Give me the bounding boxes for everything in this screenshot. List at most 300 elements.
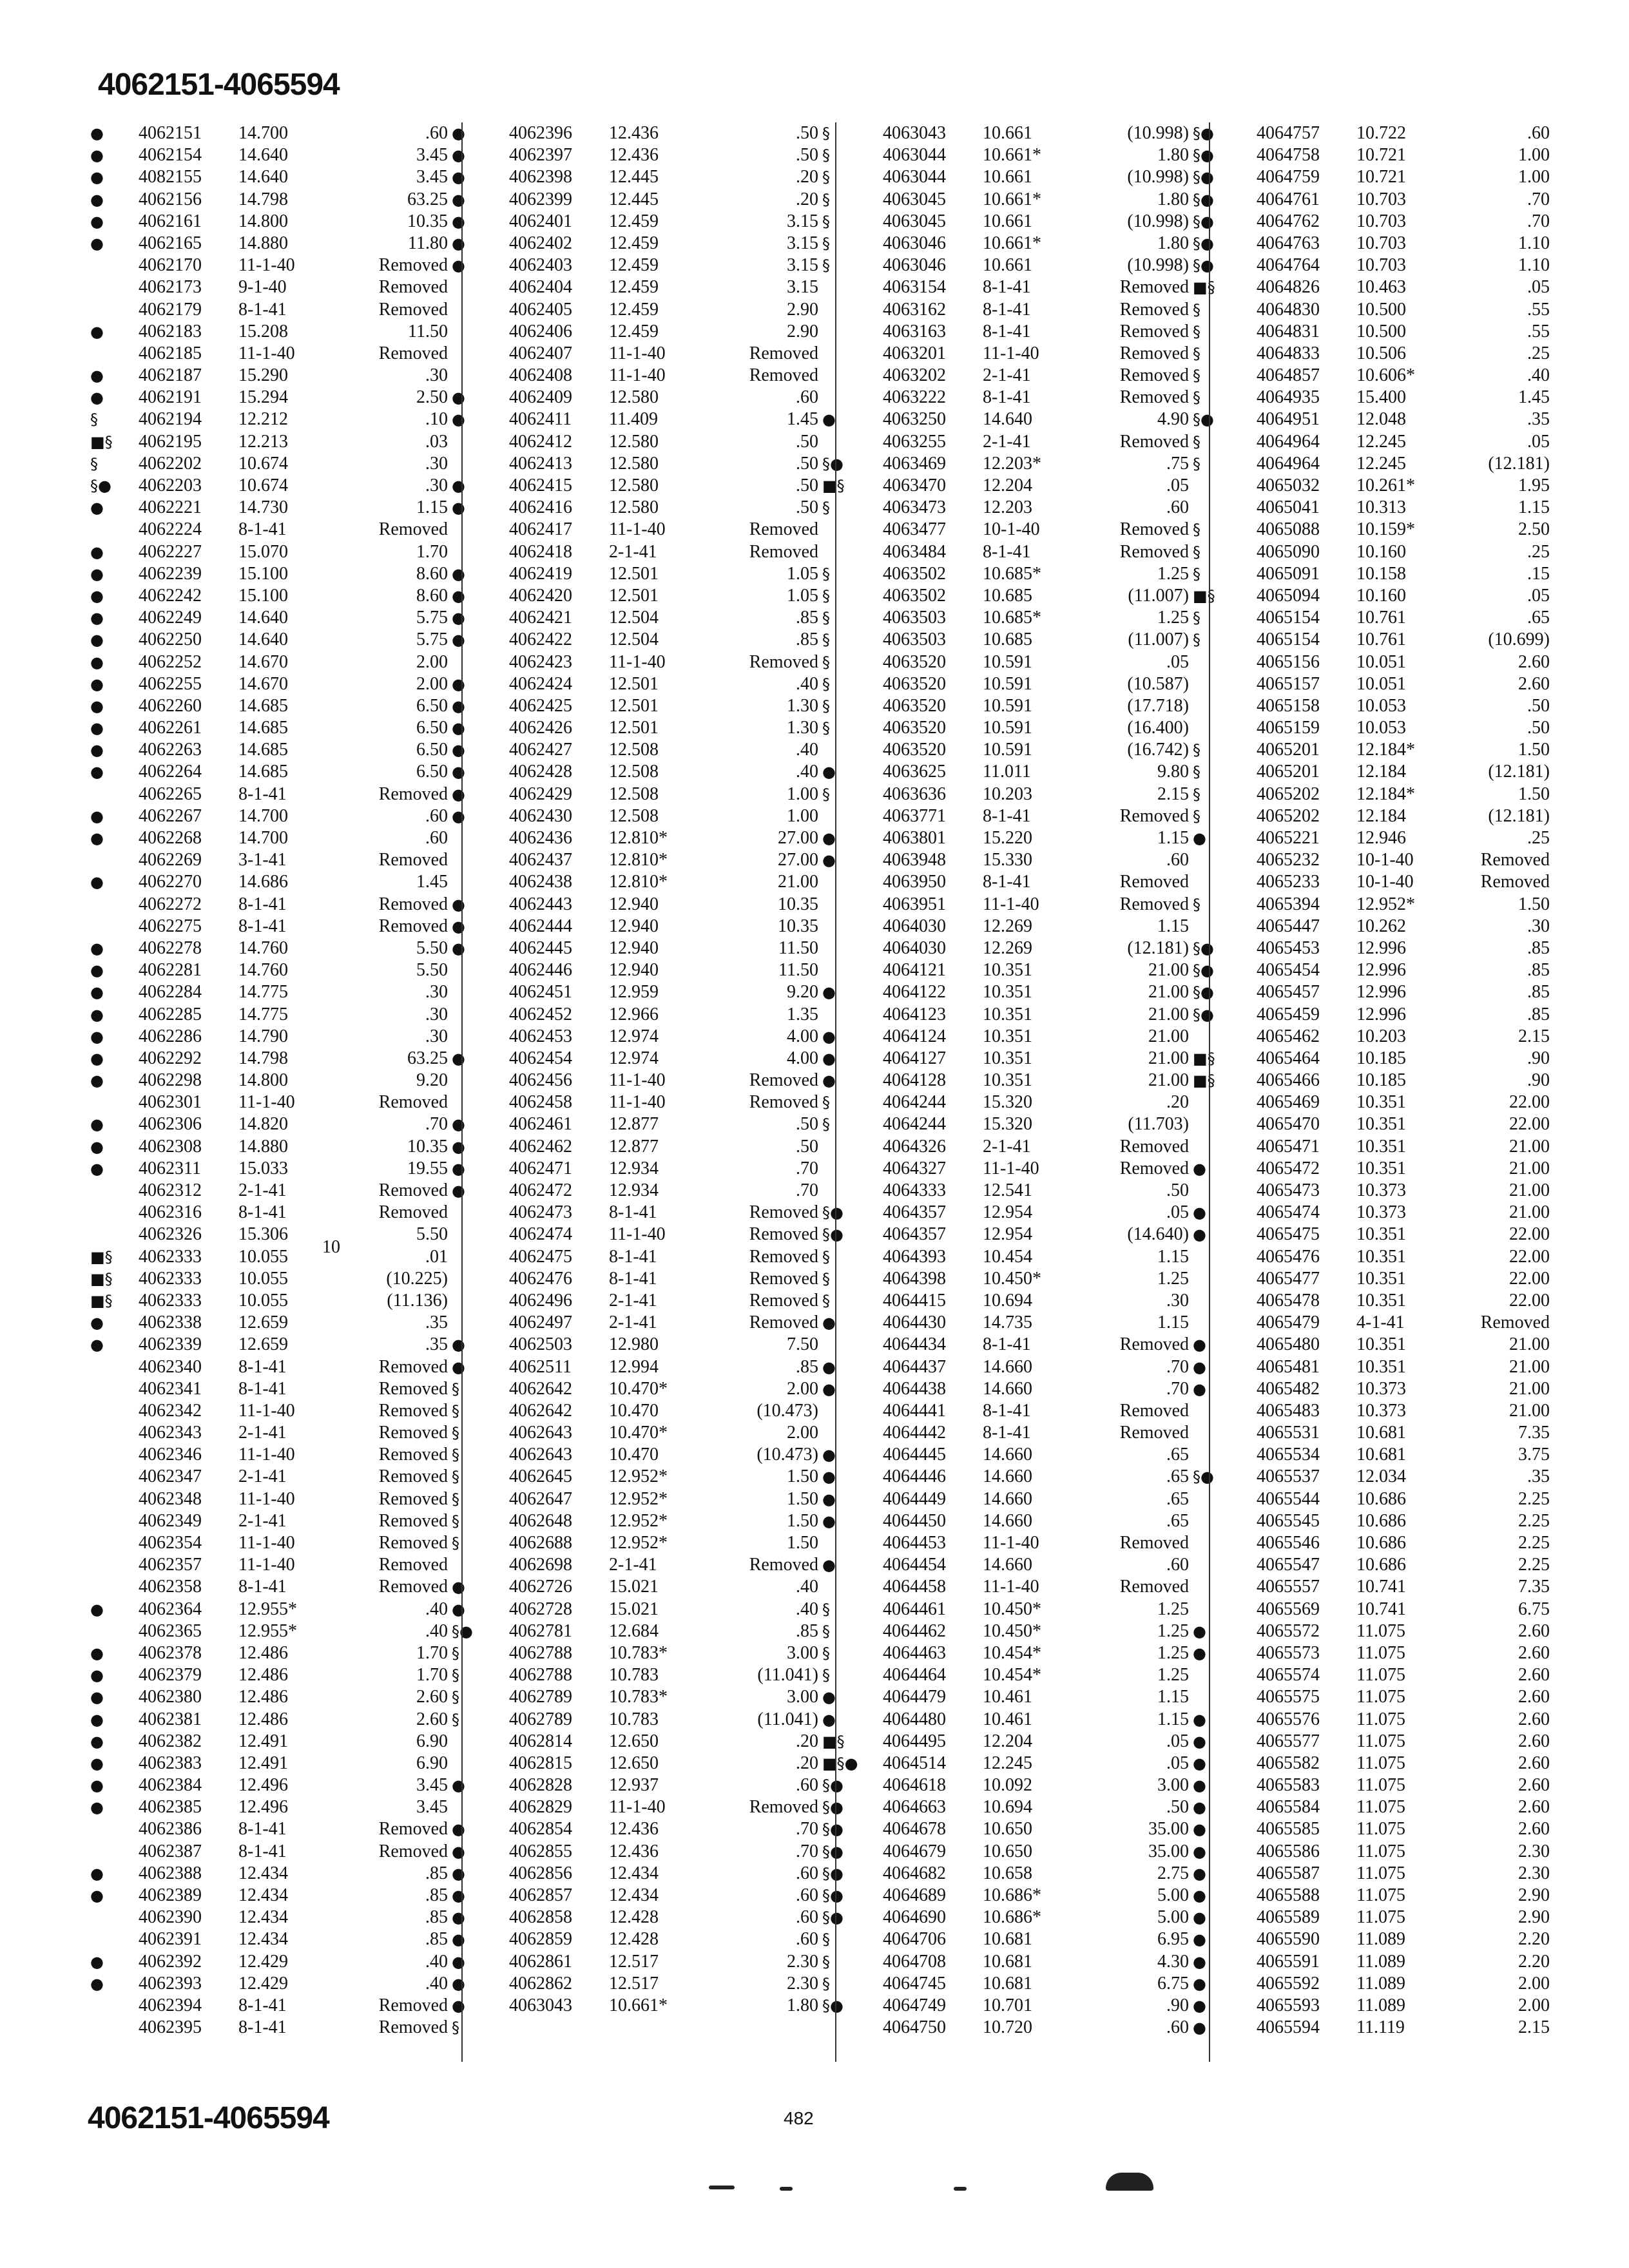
- price-or-date: 12.203: [983, 497, 1032, 518]
- listing-row: [1211, 365, 1559, 387]
- price-or-date: 10.703: [1356, 211, 1406, 231]
- price-or-date: 14.880: [238, 1136, 288, 1157]
- part-number: 4062401: [509, 211, 572, 231]
- price-or-date: 10.351: [1356, 1224, 1406, 1245]
- listing-row: [90, 1510, 464, 1532]
- row-marker: ●: [90, 1666, 104, 1685]
- part-number: 4064689: [883, 1885, 946, 1905]
- value: (10.473): [757, 1400, 818, 1421]
- part-number: 4064430: [883, 1312, 946, 1333]
- listing-row: [90, 541, 464, 563]
- value: (10.998): [1127, 211, 1189, 231]
- row-marker: §●: [822, 1887, 843, 1905]
- price-or-date: 10.720: [983, 2017, 1032, 2038]
- price-or-date: 12.580: [609, 497, 659, 518]
- part-number: 4063154: [883, 277, 946, 298]
- listing-row: [1211, 1928, 1559, 1950]
- part-number: 4062239: [139, 563, 202, 584]
- price-or-date: 11-1-40: [983, 894, 1039, 914]
- value: (14.640): [1127, 1224, 1189, 1245]
- row-marker: §: [822, 1600, 830, 1619]
- row-marker: §: [452, 2019, 459, 2037]
- row-marker: §: [822, 1269, 830, 1288]
- value: .65: [1166, 1488, 1189, 1509]
- listing-row: [90, 1268, 464, 1290]
- part-number: 4062156: [139, 189, 202, 209]
- listing-row: [838, 1400, 1211, 1422]
- price-or-date: 14.700: [238, 828, 288, 848]
- part-number: 4063484: [883, 541, 946, 562]
- price-or-date: 14.685: [238, 762, 288, 782]
- price-or-date: 11.119: [1356, 2017, 1405, 2038]
- value: 1.70: [416, 1642, 448, 1663]
- listing-row: [464, 299, 838, 321]
- listing-row: [90, 981, 464, 1003]
- listing-row: [1211, 695, 1559, 717]
- price-or-date: 14.640: [238, 145, 288, 166]
- part-number: 4062326: [139, 1224, 202, 1245]
- part-number: 4064458: [883, 1577, 946, 1597]
- price-or-date: 10.694: [983, 1290, 1032, 1311]
- part-number: 4062462: [509, 1136, 572, 1157]
- price-or-date: 11.089: [1356, 1929, 1405, 1950]
- price-or-date: 10.185: [1356, 1048, 1406, 1068]
- part-number: 4065459: [1257, 1004, 1320, 1024]
- value: Removed: [378, 1356, 448, 1377]
- value: .85: [425, 1885, 448, 1905]
- part-number: 4062854: [509, 1819, 572, 1840]
- value: Removed: [378, 850, 448, 870]
- listing-row: [838, 1048, 1215, 1070]
- listing-row: [1211, 276, 1559, 298]
- price-or-date: 10.591: [983, 695, 1032, 716]
- part-number: 4064441: [883, 1400, 946, 1421]
- listing-row: [1211, 673, 1559, 695]
- value: 21.00: [1509, 1356, 1550, 1377]
- listing-row: [1211, 144, 1559, 166]
- value: .40: [796, 673, 818, 694]
- listing-row: [90, 1841, 464, 1863]
- listing-row: [90, 431, 464, 453]
- part-number: 4062242: [139, 585, 202, 606]
- price-or-date: 12.184*: [1356, 740, 1415, 760]
- part-number: 4062454: [509, 1048, 572, 1068]
- price-or-date: 11-1-40: [609, 365, 666, 386]
- listing-row: [1211, 849, 1559, 871]
- value: .40: [796, 740, 818, 760]
- price-or-date: 12.955*: [238, 1599, 297, 1619]
- part-number: 4062418: [509, 541, 572, 562]
- listing-row: [1211, 827, 1559, 849]
- listing-row: [464, 1202, 843, 1224]
- value: 2.60: [1518, 1819, 1550, 1840]
- price-or-date: 12.517: [609, 1951, 659, 1972]
- part-number: 4063502: [883, 585, 946, 606]
- row-marker: ●: [822, 1688, 836, 1707]
- scan-smudge: [709, 2186, 735, 2189]
- part-number: 4065590: [1257, 1929, 1320, 1950]
- part-number: 4062202: [139, 453, 202, 474]
- listing-row: [1211, 2017, 1559, 2039]
- price-or-date: 10.650: [983, 1841, 1032, 1861]
- row-marker: §●: [1193, 168, 1214, 187]
- part-number: 4065577: [1257, 1731, 1320, 1751]
- row-marker: ●: [1193, 1379, 1206, 1398]
- value: 11.80: [408, 233, 448, 253]
- value: 3.00: [787, 1687, 818, 1707]
- part-number: 4064463: [883, 1642, 946, 1663]
- value: 1.70: [416, 1665, 448, 1686]
- value: (10.473): [757, 1445, 818, 1465]
- listing-row: [1211, 607, 1559, 629]
- price-or-date: 15.100: [238, 585, 288, 606]
- price-or-date: 14.880: [238, 233, 288, 253]
- part-number: 4065032: [1257, 476, 1320, 495]
- price-or-date: 14.700: [238, 805, 288, 826]
- value: .70: [1166, 1378, 1189, 1399]
- listing-row: [90, 1664, 464, 1686]
- part-number: 4064763: [1257, 233, 1320, 253]
- part-number: 4064764: [1257, 255, 1320, 276]
- price-or-date: 12.486: [238, 1709, 288, 1729]
- value: 6.90: [416, 1753, 448, 1773]
- price-or-date: 12.496: [238, 1775, 288, 1796]
- row-marker: §: [1193, 454, 1200, 473]
- listing-row: [90, 1731, 464, 1753]
- price-or-date: 10.606*: [1356, 365, 1415, 386]
- listing-row: [1211, 1510, 1559, 1532]
- part-number: 4065473: [1257, 1180, 1320, 1200]
- row-marker: §: [822, 168, 830, 187]
- value: .65: [1527, 608, 1550, 628]
- value: 1.80: [1157, 189, 1189, 209]
- price-or-date: 14.660: [983, 1466, 1032, 1487]
- row-marker: §: [452, 1688, 459, 1707]
- price-or-date: 2-1-41: [609, 1290, 657, 1311]
- listing-row: [464, 276, 838, 298]
- price-or-date: 12.491: [238, 1753, 288, 1773]
- listing-row: [90, 1818, 464, 1840]
- value: 2.60: [1518, 1731, 1550, 1751]
- price-or-date: 10.506: [1356, 343, 1406, 363]
- part-number: 4062284: [139, 982, 202, 1003]
- part-number: 4062451: [509, 982, 572, 1003]
- row-marker: §●: [1193, 212, 1214, 231]
- value: (11.041): [757, 1665, 818, 1686]
- value: 1.10: [1518, 255, 1550, 276]
- listing-row: [1211, 1554, 1559, 1576]
- part-number: 4062379: [139, 1665, 202, 1686]
- row-marker: ●: [452, 1600, 465, 1619]
- part-number: 4064514: [883, 1753, 946, 1773]
- value: .85: [425, 1863, 448, 1883]
- listing-row: [838, 1885, 1211, 1907]
- listing-row: [90, 1356, 464, 1378]
- row-marker: ●: [1193, 1159, 1206, 1178]
- part-number: 4064495: [883, 1731, 946, 1751]
- value: .50: [796, 453, 818, 474]
- listing-row: [90, 651, 464, 673]
- row-marker: ●: [452, 234, 465, 253]
- listing-row: [464, 1818, 843, 1840]
- listing-row: [838, 1026, 1211, 1048]
- part-number: 4062398: [509, 167, 572, 187]
- part-number: 4062424: [509, 673, 572, 694]
- value: 2.90: [787, 299, 818, 320]
- part-number: 4065453: [1257, 937, 1320, 958]
- value: .15: [1527, 563, 1550, 584]
- row-marker: ●: [90, 1732, 104, 1751]
- price-or-date: 11.409: [609, 409, 658, 430]
- value: .50: [1527, 695, 1550, 716]
- price-or-date: 8-1-41: [609, 1268, 657, 1289]
- value: .75: [1166, 453, 1189, 474]
- price-or-date: 8-1-41: [238, 1356, 287, 1377]
- value: .50: [796, 431, 818, 452]
- listing-row: [1211, 916, 1559, 937]
- value: 3.45: [416, 1797, 448, 1818]
- price-or-date: 10.681: [1356, 1445, 1406, 1465]
- value: (10.587): [1127, 673, 1189, 694]
- listing-row: [90, 1532, 464, 1554]
- row-marker: §: [1193, 432, 1200, 451]
- value: Removed: [378, 1466, 448, 1487]
- price-or-date: 12.974: [609, 1048, 659, 1068]
- value: .50: [796, 123, 818, 143]
- listing-row: [838, 1488, 1211, 1510]
- value: Removed: [1119, 321, 1189, 341]
- part-number: 4064750: [883, 2017, 946, 2038]
- row-marker: ■§: [1193, 1049, 1215, 1068]
- listing-row: [1211, 805, 1559, 827]
- listing-row: [90, 1863, 464, 1885]
- price-or-date: 11-1-40: [609, 1224, 666, 1245]
- part-number: 4062857: [509, 1885, 572, 1905]
- value: (16.400): [1127, 718, 1189, 738]
- listing-row: [90, 1576, 464, 1598]
- price-or-date: 12.580: [609, 387, 659, 408]
- value: 1.00: [1518, 167, 1550, 187]
- value: 1.15: [1157, 1709, 1189, 1729]
- part-number: 4064461: [883, 1599, 946, 1619]
- row-marker: §●: [1193, 190, 1214, 209]
- price-or-date: 11-1-40: [609, 1797, 666, 1818]
- listing-row: [90, 1774, 464, 1796]
- row-marker: ●: [452, 719, 465, 738]
- price-or-date: 12.996: [1356, 960, 1406, 981]
- part-number: 4062292: [139, 1048, 202, 1068]
- price-or-date: 10.685: [983, 629, 1032, 650]
- listing-row: [1211, 211, 1559, 233]
- value: 1.25: [1157, 1620, 1189, 1641]
- row-marker: ●: [90, 564, 104, 583]
- value: Removed: [378, 1092, 448, 1113]
- listing-row: [838, 1422, 1211, 1444]
- price-or-date: 8-1-41: [238, 1577, 287, 1597]
- price-or-date: 12.994: [609, 1356, 659, 1377]
- row-marker: ●: [1193, 2019, 1206, 2037]
- listing-row: [464, 1334, 838, 1356]
- listing-row: [838, 1356, 1211, 1378]
- part-number: 4062343: [139, 1423, 202, 1443]
- price-or-date: 14.798: [238, 1048, 288, 1068]
- part-number: 4063044: [883, 145, 946, 166]
- listing-row: [838, 1180, 1211, 1202]
- price-or-date: 15.021: [609, 1599, 659, 1619]
- price-or-date: 15.320: [983, 1092, 1032, 1113]
- price-or-date: 11-1-40: [609, 651, 666, 672]
- row-marker: §●: [1193, 939, 1214, 957]
- value: Removed: [378, 1510, 448, 1531]
- row-marker: ●: [90, 1072, 104, 1090]
- listing-row: [90, 1202, 464, 1224]
- part-number: 4062643: [509, 1445, 572, 1465]
- value: .20: [796, 167, 818, 187]
- price-or-date: 10.661: [983, 255, 1032, 276]
- listing-row: [1211, 1774, 1559, 1796]
- value: Removed: [378, 277, 448, 298]
- row-marker: ●: [452, 564, 465, 583]
- price-or-date: 11.075: [1356, 1863, 1405, 1883]
- part-number: 4062642: [509, 1400, 572, 1421]
- listing-row: [90, 408, 464, 430]
- value: Removed: [378, 1555, 448, 1575]
- value: (11.703): [1128, 1114, 1189, 1135]
- price-or-date: 10.741: [1356, 1577, 1406, 1597]
- value: Removed: [1119, 365, 1189, 386]
- row-marker: §●: [822, 1842, 843, 1861]
- value: Removed: [1119, 519, 1189, 540]
- part-number: 4062385: [139, 1797, 202, 1818]
- listing-row: [464, 1422, 838, 1444]
- listing-row: [1211, 519, 1559, 541]
- part-number: 4065159: [1257, 718, 1320, 738]
- part-number: 4064857: [1257, 365, 1320, 386]
- part-number: 4062444: [509, 916, 572, 936]
- part-number: 4065221: [1257, 828, 1320, 848]
- value: (12.181): [1488, 453, 1550, 474]
- price-or-date: 10.703: [1356, 189, 1406, 209]
- row-marker: ●: [452, 631, 465, 649]
- part-number: 4063222: [883, 387, 946, 408]
- price-or-date: 15.021: [609, 1577, 659, 1597]
- row-marker: §: [822, 1622, 830, 1640]
- row-marker: ●: [822, 1049, 836, 1068]
- price-or-date: 10.722: [1356, 123, 1406, 143]
- listing-row: [90, 629, 464, 651]
- part-number: 4063473: [883, 497, 946, 518]
- listing-row: [838, 211, 1214, 233]
- listing-row: [1211, 1973, 1559, 1995]
- part-number: 4064124: [883, 1026, 946, 1046]
- listing-row: [838, 1224, 1211, 1245]
- row-marker: §●: [1193, 410, 1214, 429]
- value: 11.50: [778, 937, 818, 958]
- price-or-date: 8-1-41: [238, 1202, 287, 1223]
- listing-row: [464, 607, 838, 629]
- row-marker: ●: [1193, 1754, 1206, 1773]
- listing-row: [90, 276, 464, 298]
- value: Removed: [1119, 1577, 1189, 1597]
- value: Removed: [1480, 850, 1550, 870]
- listing-row: [838, 122, 1214, 144]
- part-number: 4062261: [139, 718, 202, 738]
- value: .35: [1527, 1466, 1550, 1487]
- listing-row: [838, 1995, 1211, 2017]
- price-or-date: 12.877: [609, 1114, 659, 1135]
- row-marker: ●: [90, 367, 104, 385]
- price-or-date: 10.454: [983, 1246, 1032, 1267]
- listing-row: [464, 233, 838, 255]
- value: 35.00: [1148, 1841, 1189, 1861]
- price-or-date: 11.075: [1356, 1731, 1405, 1751]
- listing-row: [90, 321, 464, 343]
- part-number: 4062413: [509, 453, 572, 474]
- listing-row: [838, 739, 1211, 761]
- listing-row: [838, 1466, 1214, 1488]
- row-marker: ●: [1193, 1908, 1206, 1927]
- price-or-date: 10.461: [983, 1709, 1032, 1729]
- listing-row: [464, 1466, 838, 1488]
- value: (11.136): [387, 1290, 448, 1311]
- part-number: 4065477: [1257, 1268, 1320, 1289]
- listing-row: [464, 1488, 838, 1510]
- listing-row: [1211, 1400, 1559, 1422]
- value: 3.15: [787, 211, 818, 231]
- row-marker: ●: [452, 256, 465, 275]
- price-or-date: 10.661: [983, 123, 1032, 143]
- part-number: 4062396: [509, 123, 572, 143]
- listing-row: [1211, 233, 1559, 255]
- row-marker: §: [452, 1379, 459, 1398]
- part-number: 4064831: [1257, 321, 1320, 341]
- value: Removed: [378, 2017, 448, 2038]
- part-number: 4062255: [139, 673, 202, 694]
- listing-row: [464, 541, 838, 563]
- price-or-date: 10.160: [1356, 585, 1406, 606]
- price-or-date: 14.686: [238, 872, 288, 892]
- part-number: 4063255: [883, 431, 946, 452]
- listing-row: [838, 1554, 1211, 1576]
- price-or-date: 10.351: [983, 1004, 1032, 1024]
- value: Removed: [749, 1312, 818, 1333]
- price-or-date: 10.261*: [1356, 476, 1415, 495]
- listing-row: [90, 475, 464, 497]
- row-marker: ●: [90, 1600, 104, 1619]
- price-or-date: 11-1-40: [983, 343, 1039, 363]
- price-or-date: 12.659: [238, 1334, 288, 1355]
- row-marker: §: [452, 1534, 459, 1552]
- value: 3.45: [416, 1775, 448, 1796]
- price-or-date: 10.661*: [983, 145, 1041, 166]
- row-marker: §: [1193, 564, 1200, 583]
- price-or-date: 10.092: [983, 1775, 1032, 1796]
- listing-row: [90, 1444, 464, 1466]
- part-number: 4064449: [883, 1488, 946, 1509]
- part-number: 4062260: [139, 695, 202, 716]
- part-number: 4064682: [883, 1863, 946, 1883]
- part-number: 4064964: [1257, 453, 1320, 474]
- value: 22.00: [1509, 1290, 1550, 1311]
- listing-row: [838, 189, 1214, 211]
- value: 1.50: [787, 1510, 818, 1531]
- price-or-date: 12.459: [609, 321, 659, 341]
- part-number: 4065478: [1257, 1290, 1320, 1311]
- price-or-date: 10.351: [1356, 1356, 1406, 1377]
- part-number: 4062392: [139, 1951, 202, 1972]
- part-number: 4065394: [1257, 894, 1320, 914]
- listing-row: [1211, 1356, 1559, 1378]
